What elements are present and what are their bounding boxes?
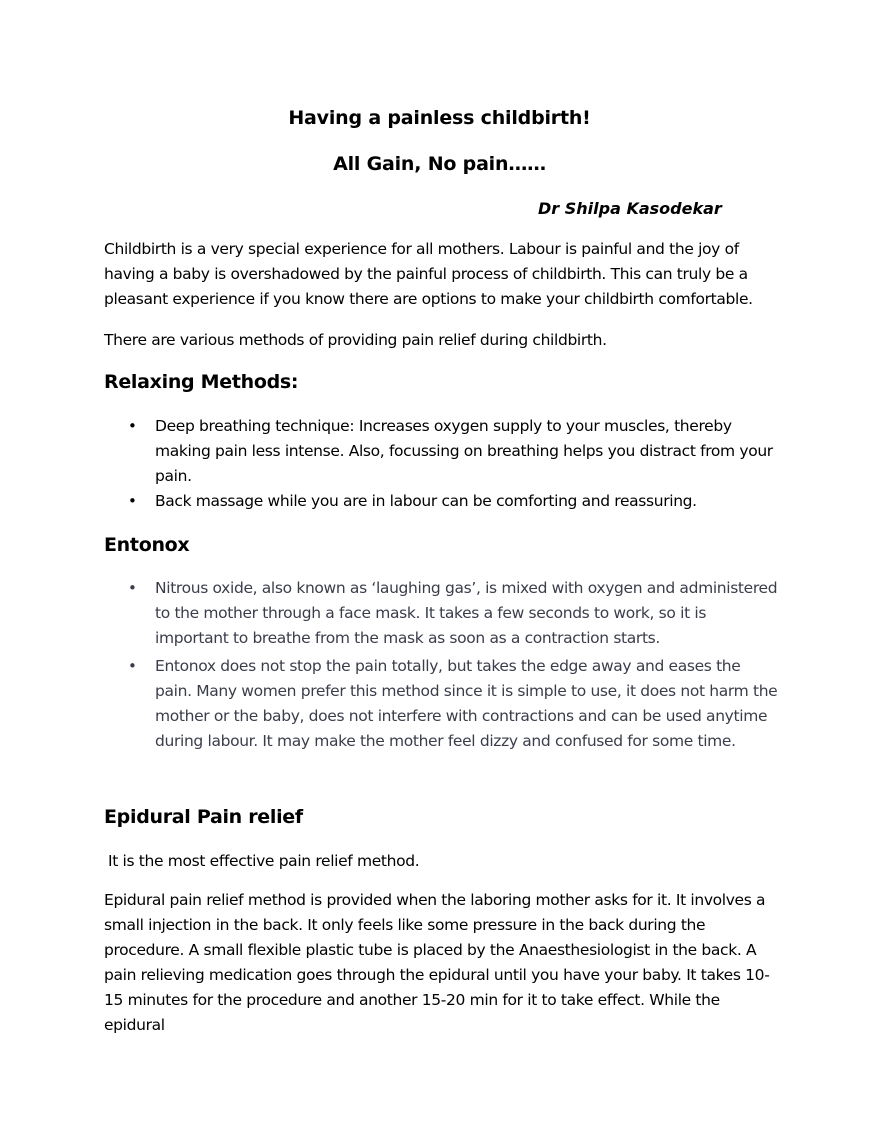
epidural-body-paragraph: Epidural pain relief method is provided when the laboring mother asks for it. It involves a small injection in the back. It only feels like some pressure in the back during the procedure. A small flexible plastic tube is placed by the Anaesthesiologist in the back. A pain relieving medication goes through the epidural until you have your baby. It takes 10-15 minutes for the procedure and another 15-20 min for it to take effect. While the epidural [104,891,770,1034]
list-item-text: Entonox does not stop the pain totally, but takes the edge away and eases the pain. Many women prefer this method since it is simple to use, it does not harm the mother or the baby, does not interfere with contractions and can be used anytime during labour. It may make the mother feel dizzy and confused for some time. [155,657,778,750]
list-item [128,489,778,514]
bullet-icon: • [128,579,137,597]
list-item-text: Nitrous oxide, also known as ‘laughing gas’, is mixed with oxygen and administered to the mother through a face mask. It takes a few seconds to work, so it is important to breathe from the mask as soon as a contraction starts. [155,579,778,647]
document-subtitle: All Gain, No pain…… [333,153,546,175]
list-item [128,654,778,754]
list-item [128,576,778,651]
relaxing-methods-list [128,414,778,514]
intro-paragraph: Childbirth is a very special experience for all mothers. Labour is painful and the joy of having a baby is overshadowed by the painful process of childbirth. This can truly be a pleasant experience if you know there are options to make your childbirth comfortable. [104,240,753,308]
list-item [128,414,778,489]
relaxing-methods-heading: Relaxing Methods: [104,371,299,393]
document-title: Having a painless childbirth! [288,107,591,129]
epidural-heading: Epidural Pain relief [104,806,303,828]
list-item-text: Back massage while you are in labour can be comforting and reassuring. [155,492,697,510]
epidural-lead-paragraph: It is the most effective pain relief method. [108,852,420,870]
methods-paragraph: There are various methods of providing pain relief during childbirth. [104,331,607,349]
bullet-icon: • [128,657,137,675]
bullet-icon: • [128,492,137,510]
author-name: Dr Shilpa Kasodekar [538,199,722,218]
bullet-icon: • [128,417,137,435]
entonox-list [128,576,778,754]
list-item-text: Deep breathing technique: Increases oxygen supply to your muscles, thereby making pain less intense. Also, focussing on breathing helps you distract from your pain. [155,417,773,485]
entonox-heading: Entonox [104,534,190,556]
